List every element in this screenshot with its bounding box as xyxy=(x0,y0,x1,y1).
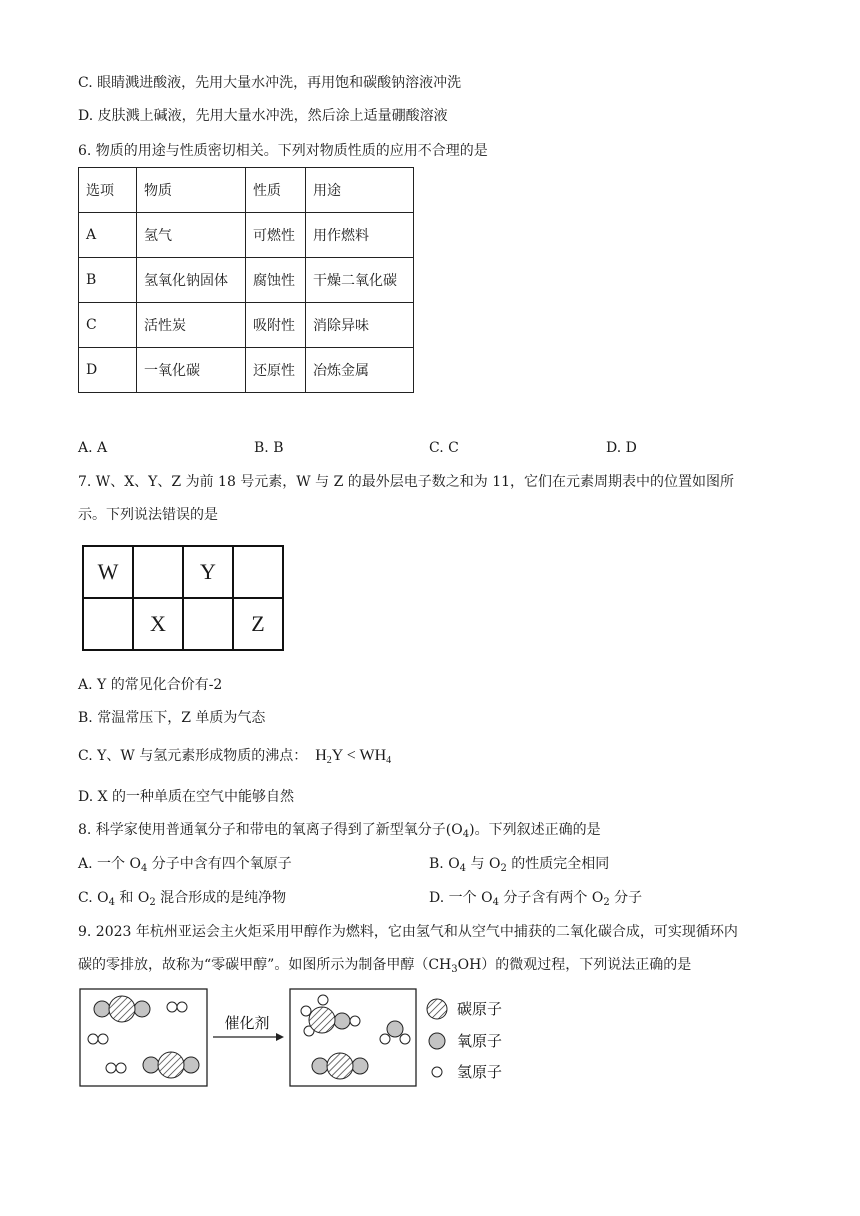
table-cell: 腐蚀性 xyxy=(246,258,306,303)
table-cell: 干燥二氧化碳 xyxy=(306,258,414,303)
table-cell: A xyxy=(79,213,137,258)
q7-option-c-text: C. Y、W 与氢元素形成物质的沸点： xyxy=(78,748,308,764)
table-cell: B xyxy=(79,258,137,303)
element-cell-z: Z xyxy=(233,598,283,650)
legend-oxygen-label: 氧原子 xyxy=(457,1032,503,1050)
q7-stem-line1: 7. W、X、Y、Z 为前 18 号元素，W 与 Z 的最外层电子数之和为 11，它们在元素周期表中的位置如图所 xyxy=(78,474,735,490)
table-cell: 用作燃料 xyxy=(306,213,414,258)
element-cell-x: X xyxy=(133,598,183,650)
hydrogen-atom-icon xyxy=(432,1067,442,1077)
catalyst-label: 催化剂 xyxy=(224,1014,270,1032)
q9-stem-line1: 9. 2023 年杭州亚运会主火炬采用甲醇作为燃料，它由氢气和从空气中捕获的二氧化碳合成，可实现循环内 xyxy=(78,924,738,940)
carbon-atom-icon xyxy=(427,999,447,1019)
legend-carbon-label: 碳原子 xyxy=(457,1000,503,1018)
boiling-point-formula: $H_2Y < WH_4$ xyxy=(315,747,392,766)
q5-option-c: C. 眼睛溅进酸液，先用大量水冲洗，再用饱和碳酸钠溶液冲洗 xyxy=(78,75,462,91)
q7-stem-line2: 示。下列说法错误的是 xyxy=(78,507,218,523)
table-cell: 可燃性 xyxy=(246,213,306,258)
header-cell: 物质 xyxy=(137,168,246,213)
table-cell: 氢氧化钠固体 xyxy=(137,258,246,303)
water-molecule xyxy=(380,1021,410,1044)
header-cell: 性质 xyxy=(246,168,306,213)
element-cell-y: Y xyxy=(183,546,233,598)
header-cell: 选项 xyxy=(79,168,137,213)
legend xyxy=(427,999,447,1077)
h2-molecule xyxy=(106,1063,126,1073)
q6-option-a: A. A xyxy=(78,440,108,456)
table-cell: 吸附性 xyxy=(246,303,306,348)
q7-option-d: D. X 的一种单质在空气中能够自然 xyxy=(78,789,295,805)
q8-option-d: D. 一个 $O_4$ 分子含有两个 $O_2$ 分子 xyxy=(429,890,643,908)
table-cell: 活性炭 xyxy=(137,303,246,348)
co2-molecule xyxy=(312,1053,368,1079)
table-cell: 冶炼金属 xyxy=(306,348,414,393)
header-cell: 用途 xyxy=(306,168,414,213)
q8-stem: 8. 科学家使用普通氧分子和带电的氧离子得到了新型氧分子$(O_4)$。下列叙述正确的是 xyxy=(78,822,601,840)
q8-option-a: A. 一个 $O_4$ 分子中含有四个氧原子 xyxy=(78,856,292,874)
products-box xyxy=(290,989,416,1086)
table-cell: D xyxy=(79,348,137,393)
q8-option-b: B. $O_4$ 与 $O_2$ 的性质完全相同 xyxy=(429,856,610,874)
q8-option-c: C. $O_4$ 和 $O_2$ 混合形成的是纯净物 xyxy=(78,890,287,908)
q7-option-a: A. Y 的常见化合价有-2 xyxy=(78,677,223,693)
q6-option-c: C. C xyxy=(429,440,459,456)
q5-option-d: D. 皮肤溅上碱液，先用大量水冲洗，然后涂上适量硼酸溶液 xyxy=(78,108,448,124)
co2-molecule xyxy=(143,1052,199,1078)
q6-option-d: D. D xyxy=(606,440,637,456)
q9-stem-line2: 碳的零排放，故称为“零碳甲醇”。如图所示为制备甲醇$(CH_3OH)$的微观过程，下列说法正确的是 xyxy=(78,957,692,975)
methanol-molecule xyxy=(301,995,360,1036)
table-cell: 消除异味 xyxy=(306,303,414,348)
table-cell: 氢气 xyxy=(137,213,246,258)
table-cell: 还原性 xyxy=(246,348,306,393)
co2-molecule xyxy=(94,996,150,1022)
element-cell-w: W xyxy=(83,546,133,598)
table-cell: C xyxy=(79,303,137,348)
q7-option-b: B. 常温常压下，Z 单质为气态 xyxy=(78,710,266,726)
q6-stem: 6. 物质的用途与性质密切相关。下列对物质性质的应用不合理的是 xyxy=(78,143,488,159)
arrow-head-icon xyxy=(276,1033,284,1041)
legend-hydrogen-label: 氢原子 xyxy=(457,1063,503,1081)
h2-molecule xyxy=(88,1034,108,1044)
oxygen-atom-icon xyxy=(429,1033,445,1049)
h2-molecule xyxy=(167,1002,187,1012)
q6-option-b: B. B xyxy=(254,440,284,456)
table-cell: 一氧化碳 xyxy=(137,348,246,393)
